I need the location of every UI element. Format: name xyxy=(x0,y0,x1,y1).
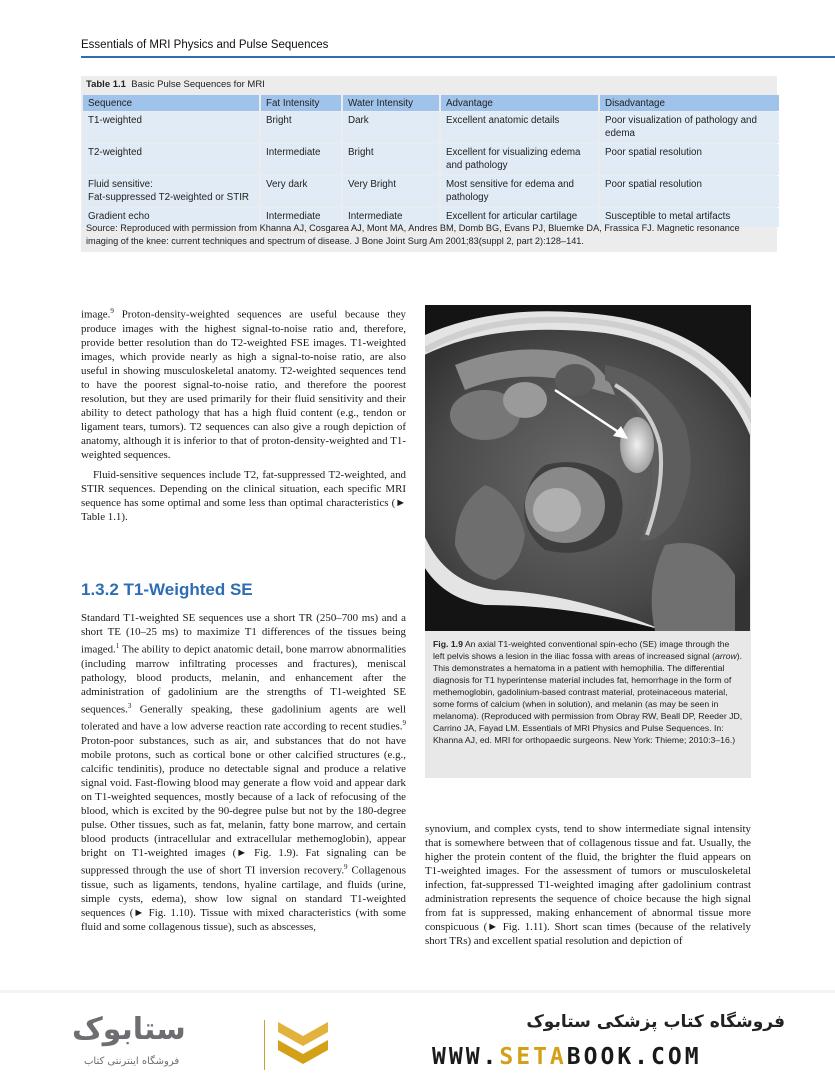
table-cell: Very dark xyxy=(261,176,341,207)
citation-ref: 9 xyxy=(402,719,406,728)
section-heading: 1.3.2 T1-Weighted SE xyxy=(81,580,253,599)
table-row xyxy=(83,144,779,175)
table-cell: Intermediate xyxy=(261,144,341,175)
table-cell: Bright xyxy=(343,144,439,175)
table-cell-line: Fat-suppressed T2-weighted or STIR xyxy=(88,191,249,203)
table-cell: Poor visualization of pathology and edema xyxy=(600,112,779,143)
table-cell-line: Fluid sensitive: xyxy=(88,179,153,190)
table-cell: T1-weighted xyxy=(83,112,259,143)
left-column-bottom xyxy=(81,611,406,934)
table-cell: Excellent anatomic details xyxy=(441,112,598,143)
citation-ref: 1 xyxy=(115,642,120,650)
table-source-note: Source: Reproduced with permission from Khanna AJ, Cosgarea AJ, Mont MA, Andres BM, Domb BG, Evans PJ, Bluemke DA, Frassica FJ. Magnetic resonance imaging of the knee: current techniques and spectrum of disease. J Bone Joint Surg Am 2001;83(suppl 2, part 2):128–141. xyxy=(86,223,740,246)
table-header: Advantage xyxy=(441,95,598,111)
logo-wordmark: ستابوک xyxy=(72,1012,186,1047)
table-header: Water Intensity xyxy=(343,95,439,111)
table-1-1 xyxy=(81,76,777,252)
table-cell xyxy=(83,176,259,207)
figure-caption: Fig. 1.9 An axial T1-weighted conventional spin-echo (SE) image through the left pelvis shows a lesion in the iliac fossa with areas of increased signal (arrow). This demonstrates a hematoma in a patient with hemophilia. The differential diagnosis for T1 hyperintense material includes fat, hemorrhage in the form of methemoglobin, gadolinium-based contrast material, proteinaceous material, some forms of calcium (when in solution), and melanin (as may be seen in melanoma). (Reproduced with permission from Obray RW, Beall DP, Reeder JD, Carrino JA, Fayad LM. Essentials of MRI Physics and Pulse Sequences. In: Khanna AJ, ed. MRI for orthopaedic surgeons. New York: Thieme; 2010:3–16.) xyxy=(425,631,751,778)
table-row xyxy=(83,176,779,207)
body-paragraph: Standard T1-weighted SE sequences use a short TR (250–700 ms) and a short TE (10–25 ms) to maximize T1 differences of the tissues being imaged.$^1$ The ability to depict anatomic detail, bone marrow abnormalities (including marrow infiltrating processes and fractures), meniscal pathology, blood products, melanin, and enhancement after the administration of gadolinium are the strengths of T1-weighted SE sequences.$^3$ Generally speaking, these gadolinium agents are well tolerated and have a low adverse reaction rate according to recent studies.$^9$ Proton-poor substances, such as air, and substances that do not have mobile protons, such as cortical bone or other calcified structures (e.g., calcific tendinitis), produce no detectable signal and produce a relative signal void. Fast-flowing blood may generate a flow void and appear dark on T1-weighted sequences, mostly because of a lack of refocusing of the blood, which is excited by the 90-degree pulse but not by the 180-degree pulse. Other tissues, such as fat, melanin, fatty bone marrow, and certain blood products (intracellular and extracellular methemoglobin), appear bright on T1-weighted images (► Fig. 1.9). Fat signaling can be suppressed through the use of short TI inversion recovery.$^9$ Collagenous tissue, such as ligaments, tendons, hyaline cartilage, and fluids (urine, simple cysts, edema), show low signal on standard T1-weighted sequences (► Fig. 1.10). Tissue with mixed characteristics (with some fluid and some collagenous tissue), such as abscesses, xyxy=(81,612,406,933)
table-cell: Poor spatial resolution xyxy=(600,144,779,175)
table-label: Table 1.1 xyxy=(86,79,126,90)
mri-axial-pelvis-image xyxy=(425,305,751,631)
table-header: Sequence xyxy=(83,95,259,111)
table-header: Fat Intensity xyxy=(261,95,341,111)
chevron-logo-icon xyxy=(274,1016,332,1072)
table-cell: Intermediate xyxy=(343,208,439,227)
table-cell: Intermediate xyxy=(261,208,341,227)
table-cell: Susceptible to metal artifacts xyxy=(600,208,779,227)
logo-divider xyxy=(264,1020,265,1070)
store-name: فروشگاه کتاب پزشکی ستابوک xyxy=(526,1012,785,1032)
body-paragraph: image.$^9$ Proton-density-weighted sequences are useful because they produce images with the highest signal-to-noise ratio and, therefore, provide better resolution than do T2-weighted FSE images. T1-weighted images, which provide nearly as high a signal-to-noise ratio, are also useful in showing musculoskeletal anatomy. T2-weighted sequences tend to have the poorest signal-to-noise ratio, and therefore the poorest resolution, but they are used primarily for their fluid sensitivity and their ability to detect pathology that has a high fluid content (e.g., tendon or ligament tears, tumors). T2 sequences can also give a rough depiction of anatomy, although it is inferior to that of proton-density-weighted and T1-weighted sequences. xyxy=(81,307,406,461)
table-row xyxy=(83,112,779,143)
table-cell: Poor spatial resolution xyxy=(600,176,779,207)
table-cell: Gradient echo xyxy=(83,208,259,227)
table-cell: Most sensitive for edema and pathology xyxy=(441,176,598,207)
running-head: Essentials of MRI Physics and Pulse Sequences xyxy=(81,39,329,51)
setabook-logo xyxy=(72,1012,252,1074)
table-cell: Excellent for visualizing edema and pathology xyxy=(441,144,598,175)
citation-ref: 9 xyxy=(344,862,348,871)
logo-subtitle: فروشگاه اینترنتی کتاب xyxy=(84,1056,180,1067)
table-cell: Very Bright xyxy=(343,176,439,207)
table-caption xyxy=(86,79,265,90)
table-cell: Bright xyxy=(261,112,341,143)
right-column-text: synovium, and complex cysts, tend to show intermediate signal intensity that is somewhere between that of collagenous tissue and fat. Usually, the higher the protein content of the fluid, the brighter the fluid appears on T1-weighted images. For the assessment of tumors or musculoskeletal infection, fat-suppressed T1-weighted imaging after gadolinium contrast administration represents the sequence of choice because the high signal from fat is suppressed, making enhancement of abnormal tissue more conspicuous (► Fig. 1.11). Short scan times (because of the relatively short TRs) and excellent spatial resolution and depiction of xyxy=(425,823,751,947)
body-paragraph: Fluid-sensitive sequences include T2, fat-suppressed T2-weighted, and STIR sequences. Depending on the clinical situation, each specific MRI sequence has some optimal and some less than optimal characteristics (► Table 1.1). xyxy=(81,468,406,523)
header-rule xyxy=(81,56,835,58)
left-column-top xyxy=(81,304,406,524)
pulse-sequence-table xyxy=(81,94,781,228)
citation-ref: 3 xyxy=(127,701,132,710)
table-cell: Dark xyxy=(343,112,439,143)
table-title: Basic Pulse Sequences for MRI xyxy=(131,79,265,90)
store-url: WWW.SETABOOK.COM xyxy=(432,1044,702,1070)
citation-ref: 9 xyxy=(110,307,114,315)
table-header: Disadvantage xyxy=(600,95,779,111)
table-header-row xyxy=(83,95,779,111)
figure-label: Fig. 1.9 xyxy=(433,639,463,649)
table-cell: T2-weighted xyxy=(83,144,259,175)
table-cell: Excellent for articular cartilage xyxy=(441,208,598,227)
mri-scan-illustration xyxy=(425,305,751,631)
